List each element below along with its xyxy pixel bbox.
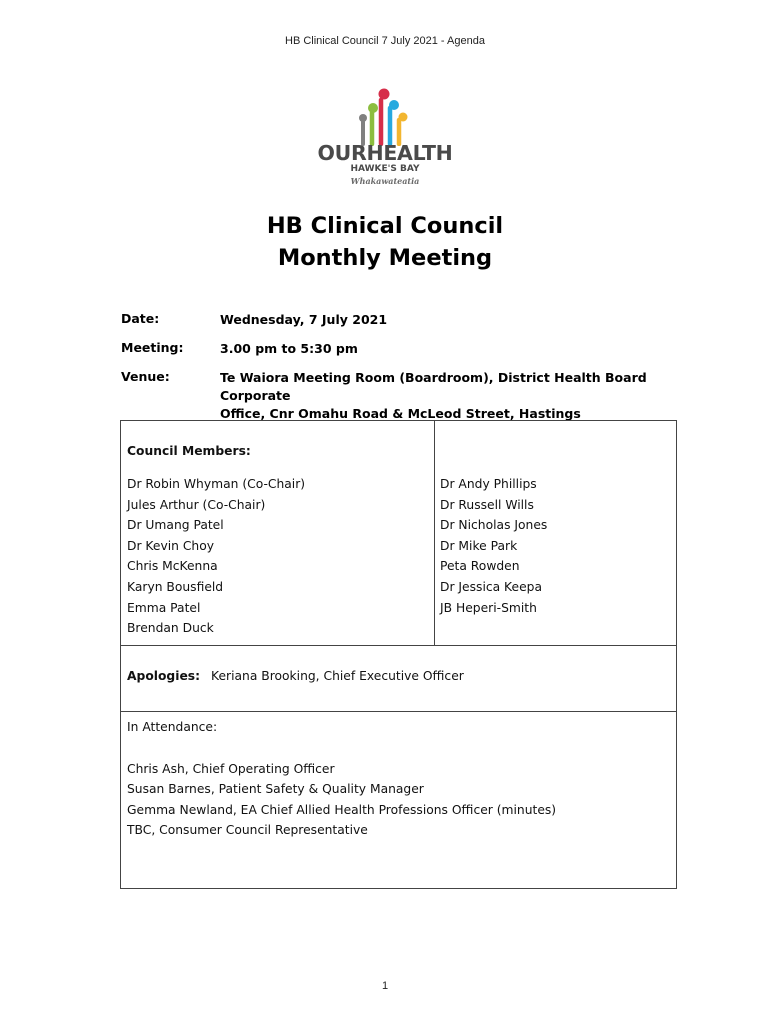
apologies-value: Keriana Brooking, Chief Executive Officer <box>211 669 464 683</box>
venue-label: Venue: <box>121 369 170 384</box>
council-members-box <box>120 420 677 646</box>
apologies-box <box>120 645 677 712</box>
member-name: Brendan Duck <box>127 621 214 636</box>
title-line-2: Monthly Meeting <box>277 245 493 271</box>
attendee: Chris Ash, Chief Operating Officer <box>127 762 335 776</box>
page-title <box>0 210 770 274</box>
members-left-column <box>127 474 305 639</box>
member-name: Dr Russell Wills <box>440 497 534 512</box>
member-name: Dr Kevin Choy <box>127 538 215 553</box>
member-name: Dr Jessica Keepa <box>440 579 542 594</box>
page-number: 1 <box>381 980 389 992</box>
attendance-box <box>120 711 677 889</box>
member-name: Emma Patel <box>127 600 201 615</box>
member-name: Karyn Bousfield <box>127 579 224 594</box>
meeting-label: Meeting: <box>121 340 184 355</box>
meeting-value: 3.00 pm to 5:30 pm <box>220 341 358 356</box>
logo-wordmark: OURHEALTH <box>317 141 453 165</box>
running-header: HB Clinical Council 7 July 2021 - Agenda <box>285 35 485 47</box>
attendee: Susan Barnes, Patient Safety & Quality Manager <box>127 782 424 797</box>
ourhealth-logo-icon <box>310 86 460 146</box>
title-line-1: HB Clinical Council <box>266 213 504 239</box>
member-name: JB Heperi-Smith <box>440 600 537 615</box>
member-name: Dr Umang Patel <box>127 518 224 533</box>
attendee: Gemma Newland, EA Chief Allied Health Professions Officer (minutes) <box>127 802 557 817</box>
ourhealth-logo <box>310 86 460 190</box>
attendance-heading: In Attendance: <box>127 720 218 734</box>
venue-line-1: Te Waiora Meeting Room (Boardroom), District Health Board Corporate <box>220 370 647 403</box>
venue-line-2: Office, Cnr Omahu Road & McLeod Street, Hastings <box>220 406 581 421</box>
council-members-heading: Council Members: <box>127 444 251 458</box>
attendance-list <box>127 759 556 840</box>
date-label: Date: <box>121 311 160 326</box>
date-value: Wednesday, 7 July 2021 <box>220 312 388 327</box>
member-name: Jules Arthur (Co-Chair) <box>127 497 266 512</box>
members-right-column <box>440 474 547 618</box>
attendee: TBC, Consumer Council Representative <box>127 822 368 837</box>
member-name: Chris McKenna <box>127 559 218 574</box>
apologies-label: Apologies: <box>127 669 201 683</box>
logo-subtitle: HAWKE'S BAY <box>350 164 420 174</box>
member-name: Dr Mike Park <box>440 538 518 553</box>
member-name: Dr Nicholas Jones <box>440 518 548 533</box>
member-name: Dr Andy Phillips <box>440 477 537 491</box>
member-name: Dr Robin Whyman (Co-Chair) <box>127 477 306 491</box>
logo-tagline: Whakawateatia <box>350 176 420 186</box>
column-divider <box>434 421 435 645</box>
member-name: Peta Rowden <box>440 559 520 574</box>
venue-value <box>220 369 660 423</box>
